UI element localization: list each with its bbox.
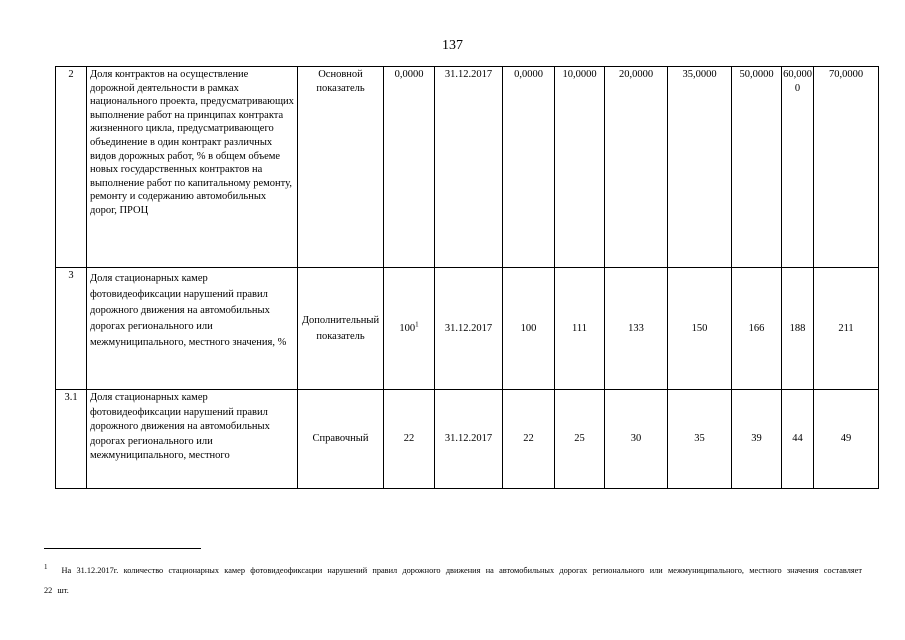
base-value-cell <box>384 268 435 390</box>
base-value: 100 <box>399 322 416 334</box>
value-cell: 0,0000 <box>503 67 555 268</box>
value-cell: 44 <box>782 390 814 489</box>
value-cell: 70,0000 <box>814 67 879 268</box>
value-cell: 22 <box>503 390 555 489</box>
base-date: 31.12.2017 <box>435 67 503 268</box>
footnote-ref: 1 <box>415 320 419 329</box>
value-cell: 10,0000 <box>555 67 605 268</box>
footnote-mark: 1 <box>44 563 48 572</box>
footnote <box>44 561 862 601</box>
value-cell: 20,0000 <box>605 67 668 268</box>
value-cell: 50,0000 <box>732 67 782 268</box>
base-date: 31.12.2017 <box>435 268 503 390</box>
value-cell: 211 <box>814 268 879 390</box>
value-cell: 111 <box>555 268 605 390</box>
row-number: 3 <box>56 268 87 390</box>
page-number: 137 <box>442 38 463 53</box>
table-row <box>56 268 879 390</box>
value-cell: 100 <box>503 268 555 390</box>
indicator-name: Доля контрактов на осуществление дорожной деятельности в рамках национального проекта, предусматривающих выполнение работ на принципах контракта жизненного цикла, предусматривающего объединение в один контракт различных видов дорожных работ, % в общем объеме новых государственных контрактов на выполнение работ по капитальному ремонту, ремонту и содержанию автомобильных дорог, ПРОЦ <box>87 67 298 268</box>
table-row <box>56 390 879 489</box>
base-value: 22 <box>384 390 435 489</box>
footnote-separator <box>44 548 201 549</box>
row-number: 2 <box>56 67 87 268</box>
value-cell: 35 <box>668 390 732 489</box>
value-cell: 188 <box>782 268 814 390</box>
value-cell: 133 <box>605 268 668 390</box>
value-cell: 166 <box>732 268 782 390</box>
indicator-type: Основной показатель <box>298 67 384 268</box>
indicator-type: Дополнительный показатель <box>298 268 384 390</box>
value-cell: 150 <box>668 268 732 390</box>
indicator-name: Доля стационарных камер фотовидеофиксации нарушений правил дорожного движения на автомобильных дорогах регионального или межмуниципального, местного значения, % <box>87 268 298 390</box>
value-cell: 39 <box>732 390 782 489</box>
row-number: 3.1 <box>56 390 87 489</box>
value-cell: 60,0000 <box>782 67 814 268</box>
indicator-name: Доля стационарных камер фотовидеофиксации нарушений правил дорожного движения на автомобильных дорогах регионального или межмуниципального, местного <box>87 390 298 489</box>
value-cell: 35,0000 <box>668 67 732 268</box>
base-value: 0,0000 <box>384 67 435 268</box>
indicator-type: Справочный <box>298 390 384 489</box>
value-cell: 30 <box>605 390 668 489</box>
value-cell: 49 <box>814 390 879 489</box>
footnote-text: На 31.12.2017г. количество стационарных камер фотовидеофиксации нарушений правил дорожного движения на автомобильных дорогах регионального или межмуниципального, местного значения составляет 22 шт. <box>44 566 862 595</box>
table-row <box>56 67 879 268</box>
base-date: 31.12.2017 <box>435 390 503 489</box>
indicators-table <box>55 66 879 489</box>
value-cell: 25 <box>555 390 605 489</box>
